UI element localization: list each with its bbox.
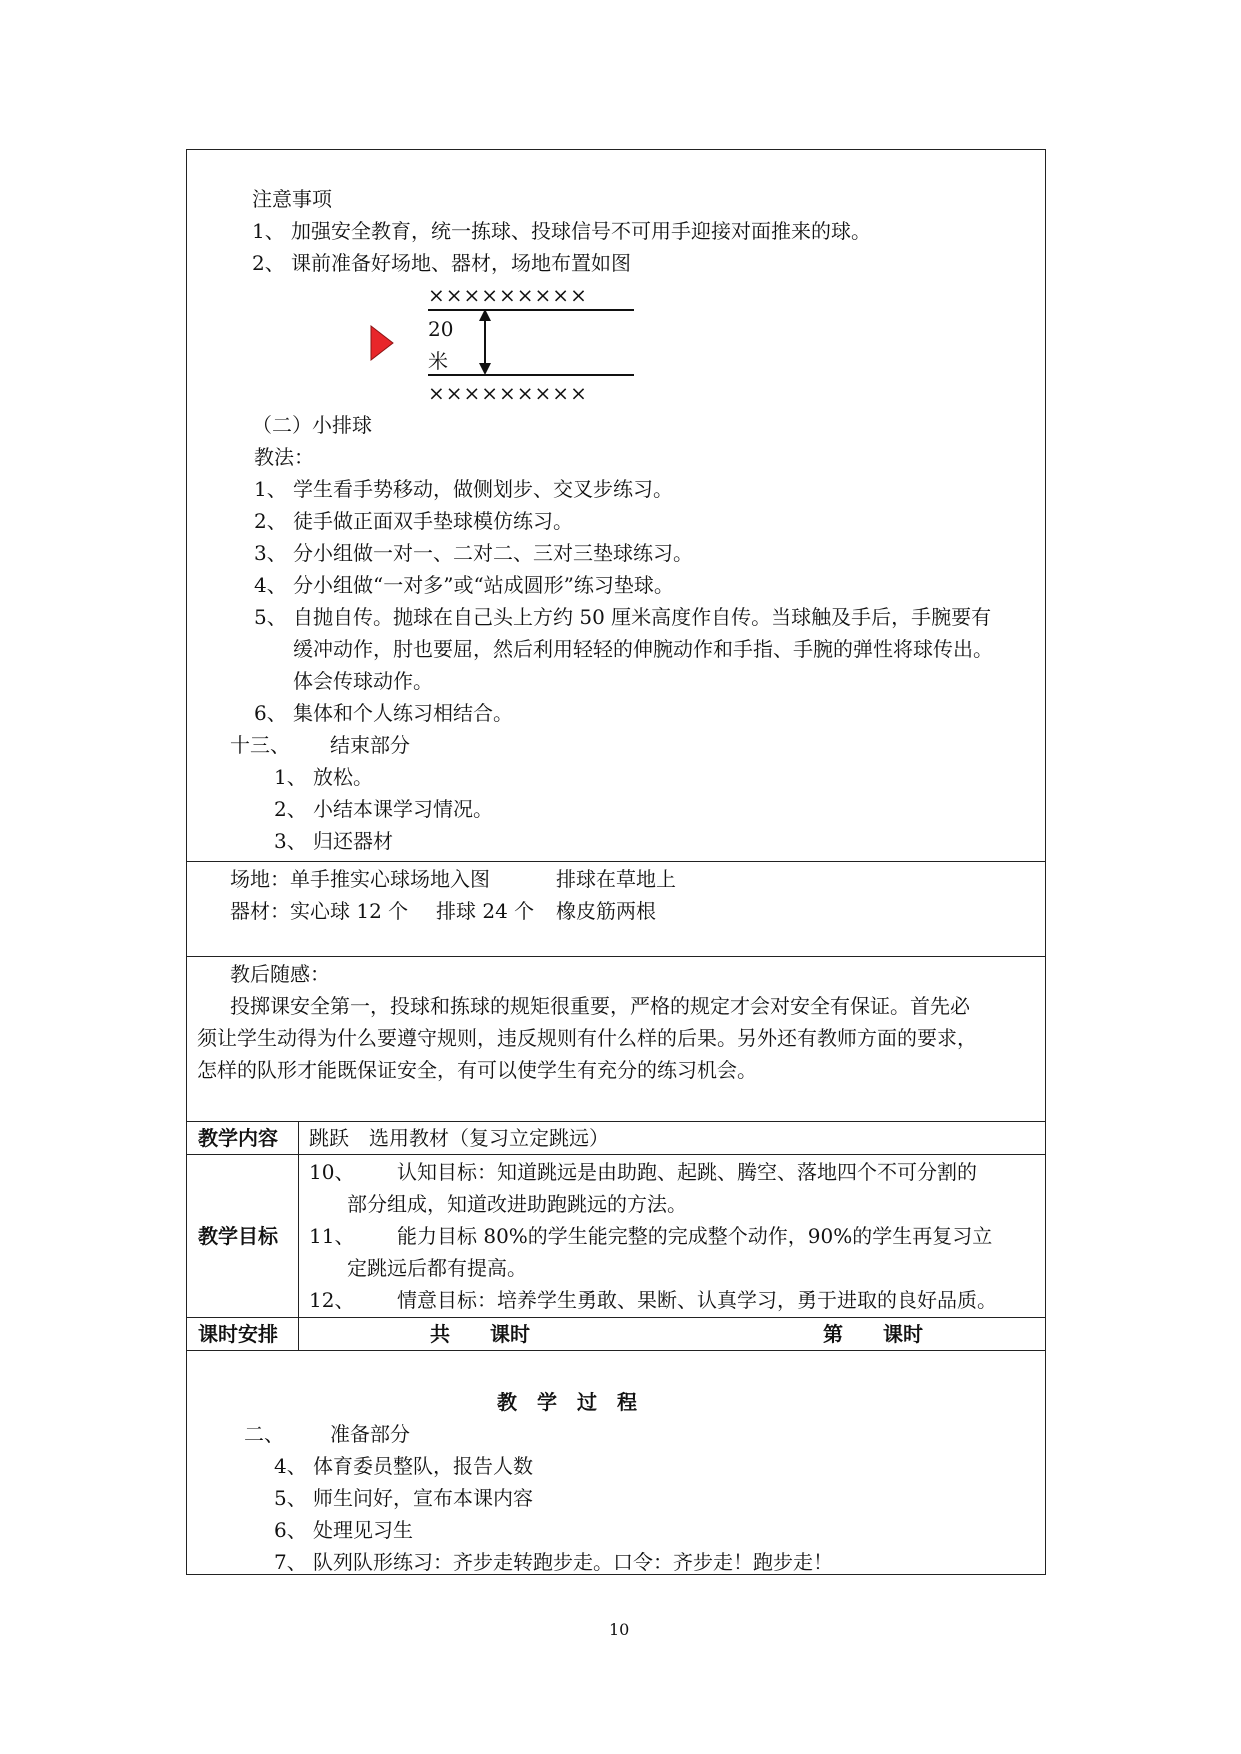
note-text: 课前准备好场地、器材，场地布置如图 [291, 251, 631, 275]
goal-num: 10、 [309, 1160, 355, 1184]
method-text: 徒手做正面双手垫球模仿练习。 [293, 509, 573, 533]
prep-text: 师生问好，宣布本课内容 [313, 1486, 533, 1510]
prep-num: 二、 [244, 1422, 284, 1446]
method-text: 分小组做“一对多”或“站成圆形”练习垫球。 [293, 573, 674, 597]
note-text: 加强安全教育，统一拣球、投球信号不可用手迎接对面推来的球。 [291, 219, 871, 243]
venue-extra: 排球在草地上 [556, 867, 676, 891]
table-frame [186, 149, 1046, 1575]
equipment-line: 器材：实心球 12 个 [230, 899, 409, 923]
equipment-c: 橡皮筋两根 [556, 899, 656, 923]
prep-num: 7、 [274, 1550, 307, 1574]
divider [186, 1350, 1046, 1351]
divider [186, 956, 1046, 957]
crosses-top: ××××××××× [428, 283, 588, 307]
ending-text: 放松。 [313, 765, 373, 789]
note-num: 1、 [252, 219, 285, 243]
goal-text: 定跳远后都有提高。 [347, 1256, 527, 1280]
prep-num: 5、 [274, 1486, 307, 1510]
schedule-nth: 第 课时 [823, 1322, 923, 1346]
venue-line: 场地：单手推实心球场地入图 [230, 867, 490, 891]
equipment-b: 排球 24 个 [436, 899, 535, 923]
divider [186, 861, 1046, 862]
crosses-bottom: ××××××××× [428, 381, 588, 405]
ending-num: 1、 [274, 765, 307, 789]
ending-text: 归还器材 [313, 829, 393, 853]
reflection-line: 投掷课安全第一，投球和拣球的规矩很重要，严格的规定才会对安全有保证。首先必 [230, 994, 970, 1018]
method-text: 分小组做一对一、二对二、三对三垫球练习。 [293, 541, 693, 565]
divider [186, 1154, 1046, 1155]
method-num: 3、 [254, 541, 287, 565]
schedule-label: 课时安排 [198, 1322, 278, 1346]
ending-num: 十三、 [230, 733, 290, 757]
reflection-line: 须让学生动得为什么要遵守规则，违反规则有什么样的后果。另外还有教师方面的要求， [197, 1026, 977, 1050]
prep-text: 体育委员整队，报告人数 [313, 1454, 533, 1478]
goal-text: 能力目标 80%的学生能完整的完成整个动作，90%的学生再复习立 [397, 1224, 993, 1248]
ending-num: 3、 [274, 829, 307, 853]
prep-title: 准备部分 [330, 1422, 410, 1446]
distance-arrow [470, 308, 500, 376]
ending-title: 结束部分 [330, 733, 410, 757]
ending-num: 2、 [274, 797, 307, 821]
method-text: 学生看手势移动，做侧划步、交叉步练习。 [293, 477, 673, 501]
method-label: 教法： [254, 445, 314, 469]
flag-icon [369, 323, 395, 363]
method-num: 6、 [254, 701, 287, 725]
prep-num: 4、 [274, 1454, 307, 1478]
divider [186, 1121, 1046, 1122]
ending-text: 小结本课学习情况。 [313, 797, 493, 821]
top-line [428, 309, 634, 311]
distance-number: 20 [428, 317, 454, 341]
method-num: 4、 [254, 573, 287, 597]
prep-text: 处理见习生 [313, 1518, 413, 1542]
divider [186, 1317, 1046, 1318]
goal-text: 部分组成，知道改进助跑跳远的方法。 [347, 1192, 687, 1216]
method-num: 2、 [254, 509, 287, 533]
method-text: 缓冲动作，肘也要屈，然后利用轻轻的伸腕动作和手指、手腕的弹性将球传出。 [293, 637, 993, 661]
volleyball-title: （二）小排球 [252, 413, 372, 437]
method-text: 体会传球动作。 [293, 669, 433, 693]
prep-text: 队列队形练习：齐步走转跑步走。口令：齐步走！跑步走！ [313, 1550, 833, 1574]
process-title: 教 学 过 程 [497, 1390, 637, 1414]
goal-num: 12、 [309, 1288, 355, 1312]
method-text: 自抛自传。抛球在自己头上方约 50 厘米高度作自传。当球触及手后，手腕要有 [293, 605, 992, 629]
reflection-title: 教后随感： [230, 962, 330, 986]
method-num: 1、 [254, 477, 287, 501]
method-text: 集体和个人练习相结合。 [293, 701, 513, 725]
goal-num: 11、 [309, 1224, 355, 1248]
goal-text: 认知目标：知道跳远是由助跑、起跳、腾空、落地四个不可分割的 [397, 1160, 977, 1184]
reflection-line: 怎样的队形才能既保证安全，有可以使学生有充分的练习机会。 [197, 1058, 757, 1082]
bottom-line [428, 374, 634, 376]
note-num: 2、 [252, 251, 285, 275]
prep-num: 6、 [274, 1518, 307, 1542]
divider [298, 1121, 299, 1350]
content-label: 教学内容 [198, 1126, 278, 1150]
distance-unit: 米 [428, 349, 448, 373]
notes-title: 注意事项 [252, 187, 332, 211]
page-number: 10 [609, 1620, 630, 1639]
method-num: 5、 [254, 605, 287, 629]
schedule-total: 共 课时 [430, 1322, 530, 1346]
content-value: 跳跃 选用教材（复习立定跳远） [309, 1126, 609, 1150]
goal-text: 情意目标：培养学生勇敢、果断、认真学习，勇于进取的良好品质。 [397, 1288, 997, 1312]
goals-label: 教学目标 [198, 1224, 278, 1248]
